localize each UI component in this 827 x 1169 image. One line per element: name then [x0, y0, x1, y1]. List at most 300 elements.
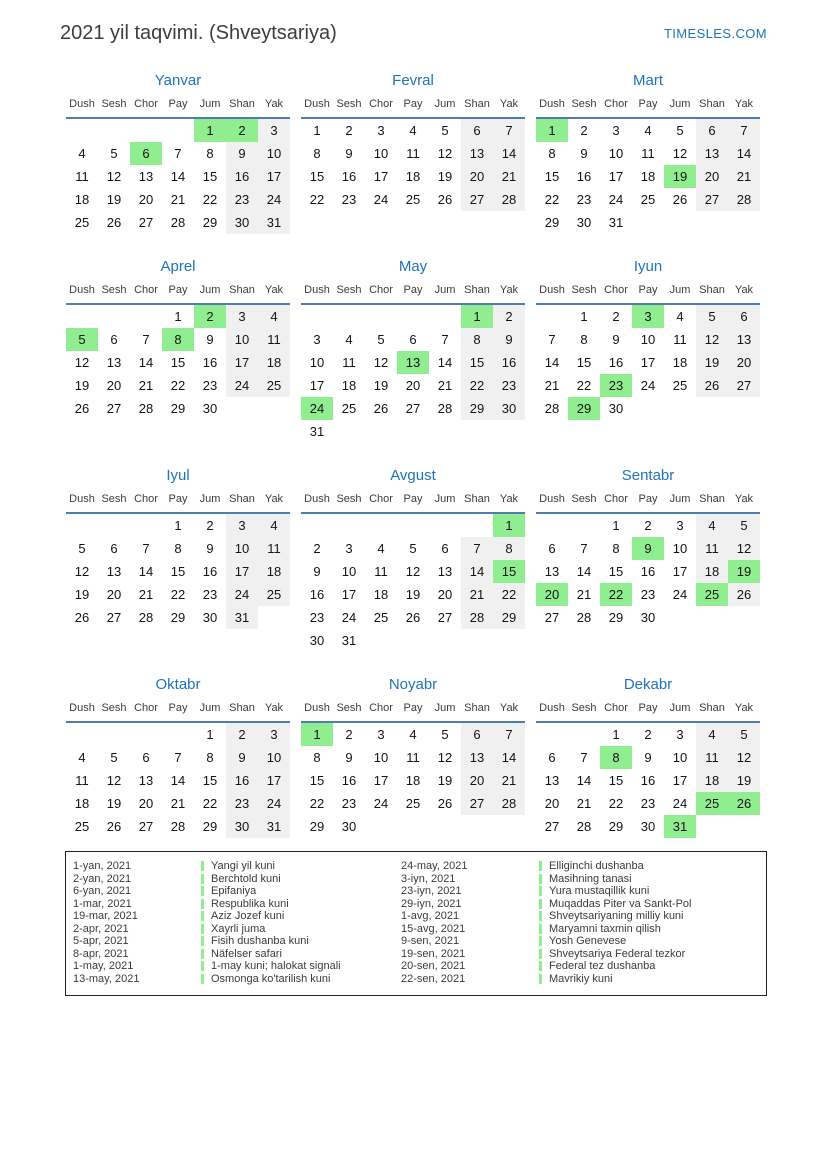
weekday-header: Sesh — [333, 490, 365, 513]
day-cell: 3 — [226, 304, 258, 328]
day-cell: 18 — [696, 769, 728, 792]
weekday-header-row — [301, 699, 525, 722]
day-cell: 14 — [461, 560, 493, 583]
weekday-header: Shan — [696, 699, 728, 722]
day-cell: 11 — [406, 146, 420, 161]
week-row — [66, 304, 290, 328]
weekday-header: Dush — [66, 699, 98, 722]
day-cell: 31 — [258, 815, 290, 838]
day-cell: 24 — [608, 192, 624, 207]
legend-holiday-name: Federal tez dushanba — [549, 960, 656, 973]
day-cell: 29 — [544, 215, 560, 230]
holiday-marker-icon — [201, 924, 204, 934]
holiday-day-cell: 9 — [632, 537, 664, 560]
day-cell: 25 — [258, 374, 290, 397]
legend-entry — [400, 948, 691, 961]
day-cell: 27 — [106, 610, 122, 625]
week-row — [66, 118, 290, 142]
legend-date: 23-iyn, 2021 — [401, 885, 462, 898]
day-cell: 22 — [170, 378, 186, 393]
weekday-header-row — [536, 490, 760, 513]
empty-cell — [130, 513, 162, 537]
weekday-header: Pay — [632, 490, 664, 513]
legend-entry — [400, 935, 691, 948]
legend-date: 19-mar, 2021 — [73, 910, 138, 923]
day-cell: 22 — [170, 587, 186, 602]
holiday-marker-icon — [539, 924, 542, 934]
weekday-header-row — [66, 699, 290, 722]
legend-date: 9-sen, 2021 — [401, 935, 460, 948]
day-cell: 4 — [409, 123, 417, 138]
weekday-header: Yak — [258, 281, 290, 304]
day-cell: 7 — [441, 332, 449, 347]
empty-cell — [493, 420, 525, 443]
day-cell: 8 — [580, 332, 588, 347]
day-cell: 19 — [373, 378, 389, 393]
weekday-header: Sesh — [568, 281, 600, 304]
day-cell: 18 — [696, 560, 728, 583]
day-cell: 5 — [409, 541, 417, 556]
legend-holiday-name: Aziz Jozef kuni — [211, 910, 285, 923]
day-cell: 9 — [345, 750, 353, 765]
day-cell: 5 — [728, 722, 760, 746]
weekday-header: Chor — [600, 281, 632, 304]
day-cell: 21 — [728, 165, 760, 188]
day-cell: 17 — [309, 378, 325, 393]
holiday-marker-icon — [201, 961, 204, 971]
day-cell: 10 — [258, 142, 290, 165]
day-cell: 22 — [202, 192, 218, 207]
day-cell: 4 — [696, 513, 728, 537]
empty-cell — [461, 815, 493, 838]
weekday-header: Dush — [536, 281, 568, 304]
day-cell: 16 — [226, 165, 258, 188]
empty-cell — [461, 420, 493, 443]
month-iyul — [66, 467, 290, 629]
day-cell: 6 — [548, 541, 556, 556]
holiday-day-cell: 5 — [66, 328, 98, 351]
day-cell: 16 — [202, 355, 218, 370]
day-cell: 20 — [696, 165, 728, 188]
day-cell: 14 — [170, 773, 186, 788]
day-cell: 28 — [728, 188, 760, 211]
holiday-day-cell: 26 — [728, 792, 760, 815]
empty-cell — [696, 211, 728, 234]
empty-cell — [130, 304, 162, 328]
holiday-day-cell: 23 — [600, 374, 632, 397]
week-row — [536, 513, 760, 537]
day-cell: 17 — [672, 773, 688, 788]
weekday-header: Dush — [66, 95, 98, 118]
day-cell: 14 — [493, 142, 525, 165]
week-row — [66, 211, 290, 234]
day-cell: 11 — [673, 332, 687, 347]
empty-cell — [226, 397, 258, 420]
day-cell: 28 — [576, 610, 592, 625]
day-cell: 10 — [672, 750, 688, 765]
day-cell: 19 — [74, 378, 90, 393]
empty-cell — [664, 606, 696, 629]
day-cell: 3 — [313, 332, 321, 347]
empty-cell — [728, 211, 760, 234]
day-cell: 8 — [206, 750, 214, 765]
weekday-header: Yak — [728, 281, 760, 304]
weekday-header: Sesh — [98, 699, 130, 722]
weekday-header: Pay — [162, 699, 194, 722]
day-cell: 29 — [493, 606, 525, 629]
empty-cell — [365, 629, 397, 652]
day-cell: 4 — [696, 722, 728, 746]
day-cell: 25 — [258, 583, 290, 606]
day-cell: 12 — [373, 355, 389, 370]
weekday-header: Jum — [194, 95, 226, 118]
month-table — [301, 95, 525, 211]
month-table — [301, 281, 525, 443]
day-cell: 30 — [640, 610, 656, 625]
day-cell: 9 — [226, 746, 258, 769]
day-cell: 26 — [437, 192, 453, 207]
day-cell: 11 — [696, 537, 728, 560]
week-row — [536, 165, 760, 188]
day-cell: 24 — [373, 192, 389, 207]
day-cell: 23 — [640, 796, 656, 811]
empty-cell — [536, 513, 568, 537]
day-cell: 13 — [138, 773, 154, 788]
day-cell: 3 — [226, 513, 258, 537]
day-cell: 15 — [576, 355, 592, 370]
weekday-header: Yak — [728, 699, 760, 722]
weekday-header: Shan — [461, 490, 493, 513]
day-cell: 21 — [576, 587, 592, 602]
month-title: Noyabr — [388, 676, 438, 693]
day-cell: 12 — [672, 146, 688, 161]
day-cell: 2 — [612, 309, 620, 324]
day-cell: 3 — [377, 727, 385, 742]
day-cell: 3 — [345, 541, 353, 556]
day-cell: 2 — [345, 123, 353, 138]
day-cell: 27 — [437, 610, 453, 625]
empty-cell — [493, 629, 525, 652]
day-cell: 1 — [612, 727, 620, 742]
empty-cell — [301, 304, 333, 328]
day-cell: 1 — [206, 727, 214, 742]
day-cell: 31 — [258, 211, 290, 234]
legend-entry — [72, 923, 400, 936]
day-cell: 4 — [377, 541, 385, 556]
weekday-header: Yak — [258, 699, 290, 722]
day-cell: 19 — [437, 169, 453, 184]
day-cell: 18 — [258, 351, 290, 374]
empty-cell — [493, 815, 525, 838]
day-cell: 21 — [493, 165, 525, 188]
brand-link[interactable]: TIMESLES.COM — [663, 26, 767, 41]
week-row — [301, 397, 525, 420]
empty-cell — [301, 513, 333, 537]
weekday-header: Shan — [696, 95, 728, 118]
day-cell: 26 — [106, 819, 122, 834]
weekday-header: Dush — [301, 95, 333, 118]
holiday-day-cell: 22 — [600, 583, 632, 606]
day-cell: 21 — [170, 192, 186, 207]
week-row — [66, 374, 290, 397]
day-cell: 23 — [202, 378, 218, 393]
month-table — [66, 490, 290, 629]
empty-cell — [162, 118, 194, 142]
day-cell: 28 — [437, 401, 453, 416]
day-cell: 3 — [377, 123, 385, 138]
day-cell: 28 — [138, 401, 154, 416]
day-cell: 9 — [206, 332, 214, 347]
empty-cell — [66, 304, 98, 328]
day-cell: 20 — [138, 192, 154, 207]
day-cell: 9 — [226, 142, 258, 165]
day-cell: 26 — [74, 610, 90, 625]
holiday-marker-icon — [201, 899, 204, 909]
day-cell: 4 — [78, 146, 86, 161]
day-cell: 14 — [576, 773, 592, 788]
day-cell: 12 — [405, 564, 421, 579]
day-cell: 25 — [373, 610, 389, 625]
day-cell: 25 — [74, 215, 90, 230]
day-cell: 5 — [441, 123, 449, 138]
day-cell: 21 — [138, 587, 154, 602]
weekday-header: Sesh — [98, 490, 130, 513]
holiday-day-cell: 1 — [493, 513, 525, 537]
empty-cell — [429, 815, 461, 838]
day-cell: 13 — [106, 355, 122, 370]
day-cell: 25 — [405, 796, 421, 811]
weekday-header: Shan — [696, 281, 728, 304]
legend-holiday-name: Respublika kuni — [211, 897, 289, 910]
day-cell: 12 — [106, 773, 122, 788]
day-cell: 28 — [138, 610, 154, 625]
day-cell: 23 — [226, 792, 258, 815]
empty-cell — [728, 397, 760, 420]
legend-entry — [400, 910, 691, 923]
day-cell: 13 — [138, 169, 154, 184]
weekday-header: Jum — [664, 490, 696, 513]
holiday-day-cell: 19 — [664, 165, 696, 188]
day-cell: 24 — [226, 583, 258, 606]
day-cell: 30 — [202, 401, 218, 416]
holiday-marker-icon — [201, 949, 204, 959]
week-row — [66, 560, 290, 583]
day-cell: 12 — [728, 746, 760, 769]
holiday-marker-icon — [201, 974, 204, 984]
week-row — [536, 211, 760, 234]
day-cell: 13 — [728, 328, 760, 351]
day-cell: 6 — [409, 332, 417, 347]
day-cell: 29 — [202, 215, 218, 230]
day-cell: 20 — [461, 165, 493, 188]
legend-holiday-name: Berchtold kuni — [211, 872, 281, 885]
legend-date: 24-may, 2021 — [401, 860, 468, 873]
holiday-marker-icon — [539, 899, 542, 909]
day-cell: 10 — [309, 355, 325, 370]
weekday-header: Sesh — [98, 95, 130, 118]
weekday-header: Sesh — [333, 281, 365, 304]
holiday-marker-icon — [201, 874, 204, 884]
empty-cell — [397, 629, 429, 652]
day-cell: 18 — [74, 796, 90, 811]
day-cell: 19 — [74, 587, 90, 602]
weekday-header: Chor — [365, 95, 397, 118]
weekday-header: Jum — [429, 95, 461, 118]
day-cell: 17 — [373, 169, 389, 184]
legend-entry — [72, 910, 400, 923]
day-cell: 28 — [170, 819, 186, 834]
day-cell: 5 — [110, 146, 118, 161]
weekday-header: Pay — [162, 281, 194, 304]
day-cell: 18 — [672, 355, 688, 370]
holiday-day-cell: 29 — [568, 397, 600, 420]
weekday-header: Pay — [397, 281, 429, 304]
legend-date: 5-apr, 2021 — [73, 935, 129, 948]
weekday-header: Shan — [226, 490, 258, 513]
day-cell: 29 — [170, 401, 186, 416]
day-cell: 16 — [226, 769, 258, 792]
legend-entry — [400, 973, 691, 986]
day-cell: 28 — [170, 215, 186, 230]
month-table — [301, 699, 525, 838]
day-cell: 16 — [576, 169, 592, 184]
day-cell: 7 — [493, 118, 525, 142]
day-cell: 22 — [309, 192, 325, 207]
day-cell: 7 — [461, 537, 493, 560]
month-title: Oktabr — [155, 676, 201, 693]
weekday-header: Jum — [664, 281, 696, 304]
day-cell: 17 — [373, 773, 389, 788]
month-title: Dekabr — [623, 676, 673, 693]
day-cell: 2 — [206, 518, 214, 533]
weekday-header-row — [66, 281, 290, 304]
day-cell: 27 — [106, 401, 122, 416]
week-row — [66, 583, 290, 606]
day-cell: 17 — [258, 769, 290, 792]
weekday-header: Dush — [536, 490, 568, 513]
month-title: Fevral — [392, 72, 434, 89]
holiday-marker-icon — [539, 886, 542, 896]
day-cell: 29 — [170, 610, 186, 625]
day-cell: 28 — [493, 792, 525, 815]
day-cell: 2 — [580, 123, 588, 138]
weekday-header: Dush — [301, 490, 333, 513]
day-cell: 16 — [341, 773, 357, 788]
weekday-header: Yak — [493, 281, 525, 304]
month-oktabr — [66, 676, 290, 838]
legend-box — [65, 851, 767, 996]
day-cell: 5 — [78, 541, 86, 556]
empty-cell — [632, 397, 664, 420]
day-cell: 2 — [493, 304, 525, 328]
week-row — [301, 815, 525, 838]
empty-cell — [333, 420, 365, 443]
day-cell: 18 — [341, 378, 357, 393]
legend-holiday-name: Näfelser safari — [211, 947, 282, 960]
day-cell: 19 — [106, 796, 122, 811]
day-cell: 10 — [373, 750, 389, 765]
day-cell: 23 — [202, 587, 218, 602]
day-cell: 13 — [461, 746, 493, 769]
day-cell: 5 — [441, 727, 449, 742]
weekday-header: Dush — [536, 699, 568, 722]
week-row — [536, 560, 760, 583]
month-noyabr — [301, 676, 525, 838]
week-row — [536, 118, 760, 142]
day-cell: 2 — [345, 727, 353, 742]
month-table — [536, 281, 760, 420]
weekday-header: Yak — [493, 699, 525, 722]
day-cell: 1 — [612, 518, 620, 533]
legend-entry — [72, 948, 400, 961]
week-row — [66, 188, 290, 211]
legend-holiday-name: Shveytsariya Federal tezkor — [549, 947, 686, 960]
day-cell: 21 — [138, 378, 154, 393]
day-cell: 30 — [608, 401, 624, 416]
weekday-header: Sesh — [568, 699, 600, 722]
day-cell: 3 — [676, 518, 684, 533]
week-row — [66, 769, 290, 792]
year-calendar-grid — [66, 72, 760, 838]
day-cell: 16 — [640, 564, 656, 579]
holiday-day-cell: 13 — [397, 351, 429, 374]
day-cell: 15 — [202, 169, 218, 184]
day-cell: 28 — [544, 401, 560, 416]
week-row — [301, 165, 525, 188]
day-cell: 27 — [461, 792, 493, 815]
day-cell: 20 — [106, 587, 122, 602]
empty-cell — [98, 513, 130, 537]
holiday-marker-icon — [539, 874, 542, 884]
month-title: Sentabr — [621, 467, 675, 484]
weekday-header: Shan — [226, 281, 258, 304]
weekday-header: Jum — [194, 281, 226, 304]
month-mart — [536, 72, 760, 234]
legend-holiday-name: Masihning tanasi — [549, 872, 632, 885]
day-cell: 9 — [612, 332, 620, 347]
week-row — [301, 722, 525, 746]
holiday-marker-icon — [201, 861, 204, 871]
weekday-header: Yak — [728, 490, 760, 513]
empty-cell — [365, 815, 397, 838]
day-cell: 15 — [461, 351, 493, 374]
legend-date: 22-sen, 2021 — [401, 972, 466, 985]
day-cell: 25 — [341, 401, 357, 416]
holiday-day-cell: 1 — [461, 304, 493, 328]
day-cell: 30 — [576, 215, 592, 230]
day-cell: 11 — [342, 355, 356, 370]
day-cell: 19 — [405, 587, 421, 602]
day-cell: 11 — [258, 328, 290, 351]
day-cell: 8 — [206, 146, 214, 161]
holiday-day-cell: 25 — [696, 583, 728, 606]
legend-entry — [72, 885, 400, 898]
month-table — [536, 699, 760, 838]
day-cell: 12 — [437, 146, 453, 161]
week-row — [66, 165, 290, 188]
week-row — [301, 188, 525, 211]
day-cell: 17 — [258, 165, 290, 188]
day-cell: 21 — [170, 796, 186, 811]
weekday-header: Chor — [130, 281, 162, 304]
legend-date: 3-iyn, 2021 — [401, 872, 456, 885]
day-cell: 24 — [672, 587, 688, 602]
day-cell: 22 — [461, 374, 493, 397]
day-cell: 21 — [437, 378, 453, 393]
day-cell: 3 — [676, 727, 684, 742]
day-cell: 3 — [258, 722, 290, 746]
empty-cell — [333, 513, 365, 537]
